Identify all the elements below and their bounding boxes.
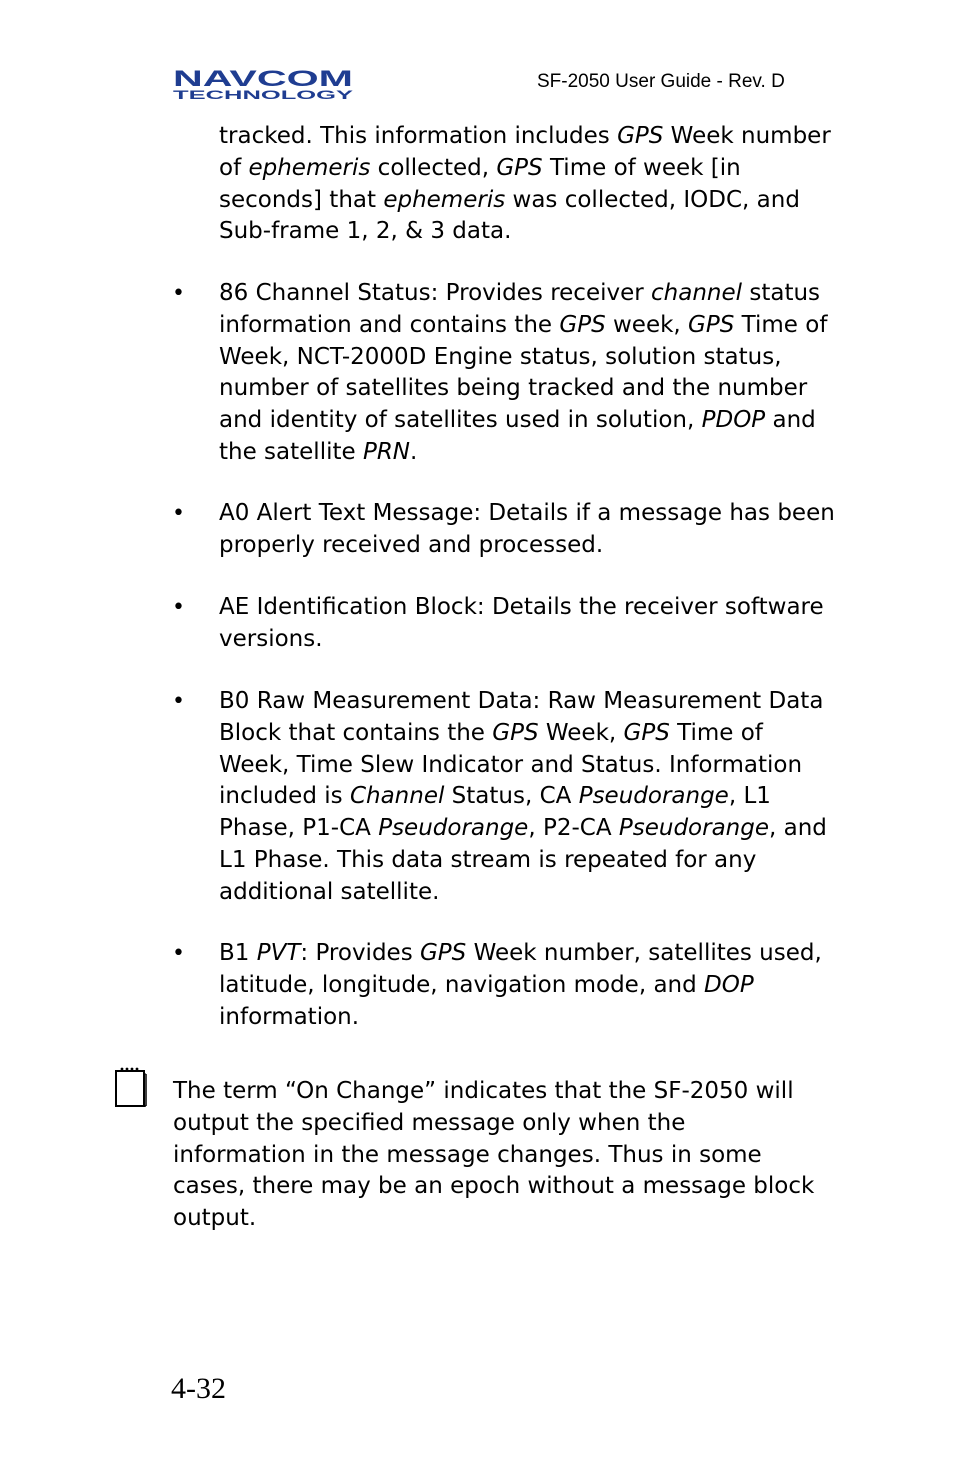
emphasis-text: PVT bbox=[256, 940, 301, 966]
list-item-text bbox=[219, 592, 839, 656]
text-run: Week number, satellites used, latitude, longitude, navigation mode, and bbox=[219, 940, 822, 998]
list-item-text bbox=[219, 278, 839, 469]
text-run: Week, bbox=[538, 719, 624, 746]
emphasis-text: PDOP bbox=[701, 407, 766, 434]
emphasis-text: ephemeris bbox=[248, 154, 371, 181]
list-item-text bbox=[219, 686, 839, 909]
text-run: B0 Raw Measurement Data: Raw Measurement Data Block that contains the bbox=[219, 688, 824, 746]
list-item-text bbox=[219, 498, 839, 562]
text-run: was collected, IODC, and Sub-frame 1, 2, & 3 data. bbox=[219, 186, 800, 245]
text-run: Time of Week, NCT-2000D Engine status, solution status, number of satellites being tracked and the number and identity of satellites used in solution, bbox=[219, 311, 828, 434]
text-run: and the satellite bbox=[219, 407, 816, 465]
text-run: tracked. This information includes bbox=[219, 123, 618, 149]
text-run: : Provides bbox=[300, 940, 420, 966]
text-run: 86 Channel Status: Provides receiver bbox=[219, 280, 652, 306]
text-run: collected, bbox=[370, 154, 497, 181]
text-run: Status, CA bbox=[444, 783, 579, 810]
text-run: , L1 Phase, P1-CA bbox=[219, 783, 771, 842]
bullet-icon: • bbox=[172, 281, 185, 306]
text-run: Time of Week, Time Slew Indicator and Status. Information included is bbox=[219, 719, 803, 810]
emphasis-text: GPS bbox=[559, 311, 606, 338]
document-title: SF-2050 User Guide - Rev. D bbox=[537, 71, 785, 92]
emphasis-text: DOP bbox=[704, 971, 754, 998]
emphasis-text: Pseudorange bbox=[578, 783, 729, 810]
text-run: , P2-CA bbox=[528, 815, 619, 842]
emphasis-text: PRN bbox=[362, 438, 411, 465]
emphasis-text: Channel bbox=[349, 783, 445, 810]
bullet-icon: • bbox=[172, 595, 185, 620]
navcom-logo bbox=[172, 66, 354, 100]
page-number: 4-32 bbox=[171, 1372, 226, 1405]
emphasis-text: channel bbox=[651, 280, 743, 306]
text-run: . bbox=[410, 438, 418, 465]
emphasis-text: Pseudorange bbox=[378, 815, 529, 842]
bullet-icon: • bbox=[172, 501, 185, 526]
logo-primary: NAVCOM bbox=[173, 66, 353, 91]
text-run: information. bbox=[219, 1003, 360, 1030]
emphasis-text: ephemeris bbox=[383, 186, 506, 213]
text-run: Week number of bbox=[219, 123, 831, 181]
text-run: week, bbox=[605, 311, 689, 338]
emphasis-text: GPS bbox=[496, 154, 543, 181]
emphasis-text: GPS bbox=[617, 123, 664, 149]
text-run: , and L1 Phase. This data stream is repeated for any additional satellite. bbox=[219, 815, 827, 905]
emphasis-text: Pseudorange bbox=[618, 815, 770, 842]
bullet-icon: • bbox=[172, 689, 185, 714]
text-run: B1 bbox=[219, 940, 257, 966]
list-item-text bbox=[219, 938, 839, 1033]
emphasis-text: GPS bbox=[688, 311, 735, 338]
emphasis-text: GPS bbox=[492, 719, 539, 746]
bullet-icon: • bbox=[172, 941, 185, 966]
emphasis-text: GPS bbox=[419, 940, 467, 966]
text-run: AE Identification Block: Details the receiver software versions. bbox=[219, 594, 824, 652]
logo-secondary: TECHNOLOGY bbox=[173, 88, 353, 100]
text-run: Time of week [in seconds] that bbox=[219, 154, 741, 213]
note-text: The term “On Change” indicates that the SF-2050 will output the specified message only when the information in the message changes. Thus in some cases, there may be an epoch without a message block output. bbox=[173, 1078, 815, 1232]
notepad-icon bbox=[114, 1066, 148, 1108]
emphasis-text: GPS bbox=[623, 719, 670, 746]
text-run: A0 Alert Text Message: Details if a message has been properly received and processed. bbox=[219, 500, 835, 558]
intro-paragraph bbox=[219, 121, 837, 248]
text-run: status information and contains the bbox=[219, 280, 821, 338]
